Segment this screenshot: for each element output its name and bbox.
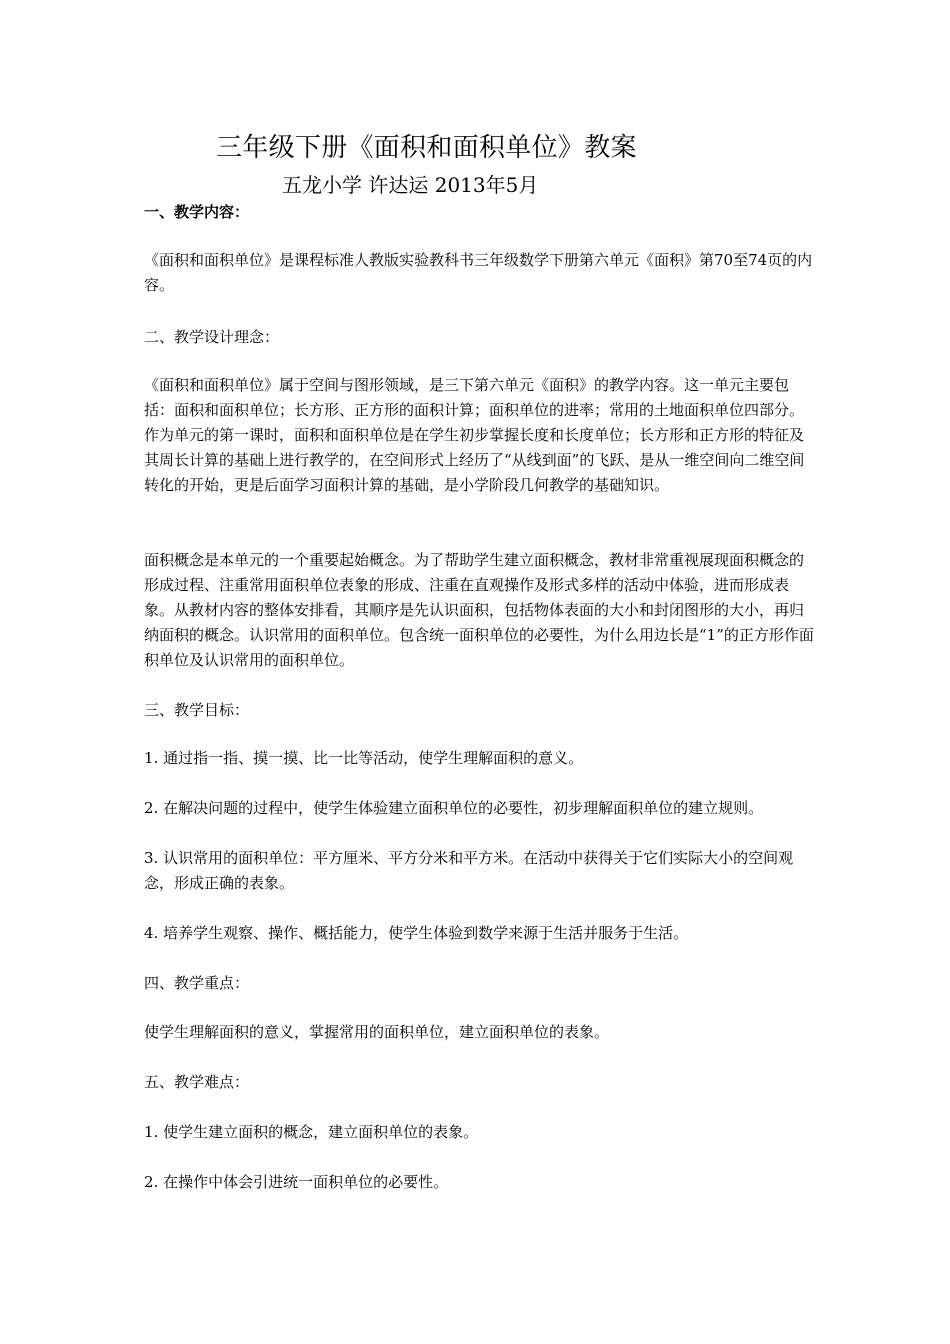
- difficulty-item-1: 1. 使学生建立面积的概念，建立面积单位的表象。: [144, 1123, 479, 1141]
- section-heading-keypoints: 四、教学重点：: [144, 974, 250, 992]
- section-text-keypoints: 使学生理解面积的意义，掌握常用的面积单位，建立面积单位的表象。: [144, 1023, 610, 1041]
- section-text-content: 《面积和面积单位》是课程标准人教版实验教科书三年级数学下册第六单元《面积》第70至74页的内容。: [144, 251, 813, 294]
- document-subtitle: 五龙小学 许达运 2013年5月: [282, 173, 539, 197]
- goal-item-1: 1. 通过指一指、摸一摸、比一比等活动，使学生理解面积的意义。: [144, 749, 584, 767]
- goal-item-3: 3. 认识常用的面积单位：平方厘米、平方分米和平方米。在活动中获得关于它们实际大小的空间观念，形成正确的表象。: [144, 849, 794, 892]
- difficulty-item-2: 2. 在操作中体会引进统一面积单位的必要性。: [144, 1173, 449, 1191]
- goal-item-2: 2. 在解决问题的过程中，使学生体验建立面积单位的必要性，初步理解面积单位的建立规则。: [144, 799, 764, 817]
- section-heading-difficulties: 五、教学难点：: [144, 1073, 250, 1091]
- section-heading-content: 一、教学内容：: [144, 203, 250, 221]
- section-heading-design: 二、教学设计理念：: [144, 328, 280, 346]
- section-heading-goals: 三、教学目标：: [144, 701, 250, 719]
- section-text-design-paragraph-2: 面积概念是本单元的一个重要起始概念。为了帮助学生建立面积概念，教材非常重视展现面积概念的形成过程、注重常用面积单位表象的形成、注重在直观操作及形式多样的活动中体验，进而形成表象。从教材内容的整体安排看，其顺序是先认识面积，包括物体表面的大小和封闭图形的大小，再归纳面积的概念。认识常用的面积单位。包含统一面积单位的必要性，为什么用边长是“1”的正方形作面积单位及认识常用的面积单位。: [144, 551, 814, 669]
- section-text-design-paragraph-1: 《面积和面积单位》属于空间与图形领域，是三下第六单元《面积》的教学内容。这一单元主要包括：面积和面积单位；长方形、正方形的面积计算；面积单位的进率；常用的土地面积单位四部分。作为单元的第一课时，面积和面积单位是在学生初步掌握长度和长度单位；长方形和正方形的特征及其周长计算的基础上进行教学的，在空间形式上经历了“从线到面”的飞跃、是从一维空间向二维空间转化的开始，更是后面学习面积计算的基础，是小学阶段几何教学的基础知识。: [144, 376, 805, 494]
- goal-item-4: 4. 培养学生观察、操作、概括能力，使学生体验到数学来源于生活并服务于生活。: [144, 924, 689, 942]
- document-title: 三年级下册《面积和面积单位》教案: [216, 133, 637, 163]
